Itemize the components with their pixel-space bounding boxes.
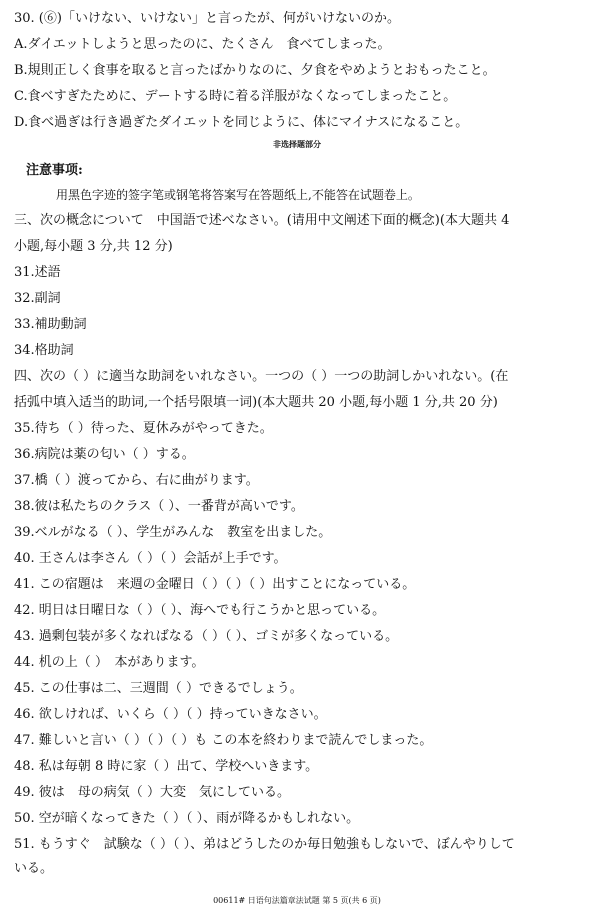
part4-item-37: 37.橋（ ）渡ってから、右に曲がります。: [14, 473, 259, 488]
part4-item-41: 41. この宿題は 来週の金曜日（ ）（ ）（ ）出すことになっている。: [14, 577, 416, 592]
q30-option-b: B.規則正しく食事を取ると言ったばかりなのに、夕食をやめようとおもったこと。: [14, 63, 496, 78]
part3-instruction-line2: 小题,每小题 3 分,共 12 分): [14, 239, 173, 254]
part4-item-39: 39.ベルがなる（ ）、学生がみんな 教室を出ました。: [14, 525, 332, 540]
part4-item-35: 35.待ち（ ）待った、夏休みがやってきた。: [14, 421, 273, 436]
part4-item-43: 43. 過剰包装が多くなればなる（ ）（ ）、ゴミが多くなっている。: [14, 629, 399, 644]
notice-title: 注意事项:: [26, 163, 83, 178]
part4-item-47: 47. 難しいと言い（ ）（ ）（ ）も この本を終わりまで読んでしまった。: [14, 733, 433, 748]
q30-option-d: D.食べ過ぎは行き過ぎたダイエットを同じように、体にマイナスになること。: [14, 115, 469, 130]
part4-item-49: 49. 彼は 母の病気（ ）大変 気にしている。: [14, 785, 290, 800]
part4-item-42: 42. 明日は日曜日な（ ）（ ）、海へでも行こうかと思っている。: [14, 603, 386, 618]
part3-item-33: 33.補助動詞: [14, 317, 87, 332]
part4-instruction-line1: 四、次の（ ）に適当な助詞をいれなさい。一つの（ ）一つの助詞しかいれない。(在: [14, 369, 509, 384]
notice-text: 用黑色字迹的签字笔或钢笔将答案写在答题纸上,不能答在试题卷上。: [56, 188, 420, 202]
q30-stem: 30. (⑥)「いけない、いけない」と言ったが、何がいけないのか。: [14, 11, 400, 26]
part4-item-36: 36.病院は薬の匂い（ ）する。: [14, 447, 195, 462]
part4-item-51: 51. もうすぐ 試験な（ ）（ ）、弟はどうしたのか毎日勉強もしないで、ぼんやりして: [14, 837, 515, 852]
part4-item-40: 40. 王さんは李さん（ ）（ ）会話が上手です。: [14, 551, 287, 566]
part3-item-34: 34.格助詞: [14, 343, 74, 358]
q30-option-c: C.食べすぎたために、デートする時に着る洋服がなくなってしまったこと。: [14, 89, 457, 104]
page-footer: 00611# 日语句法篇章法试题 第 5 页(共 6 页): [213, 896, 381, 905]
part4-item-38: 38.彼は私たちのクラス（ ）、一番背が高いです。: [14, 499, 304, 514]
part4-item-48: 48. 私は毎朝 8 時に家（ ）出て、学校へいきます。: [14, 759, 319, 774]
part4-item-46: 46. 欲しければ、いくら（ ）（ ）持っていきなさい。: [14, 707, 327, 722]
part4-item-45: 45. この仕事は二、三週間（ ）できるでしょう。: [14, 681, 303, 696]
part3-instruction-line1: 三、次の概念について 中国語で述べなさい。(请用中文阐述下面的概念)(本大题共 4: [14, 213, 510, 228]
part4-item-51-continued: いる。: [14, 861, 54, 876]
q30-option-a: A.ダイエットしようと思ったのに、たくさん 食べてしまった。: [14, 37, 391, 52]
part4-item-50: 50. 空が暗くなってきた（ ）（ ）、雨が降るかもしれない。: [14, 811, 360, 826]
part3-item-32: 32.副詞: [14, 291, 61, 306]
section-title: 非选择题部分: [273, 140, 321, 149]
part3-item-31: 31.述語: [14, 265, 61, 280]
part4-instruction-line2: 括弧中填入适当的助词,一个括号限填一词)(本大题共 20 小题,每小题 1 分,共 20 分): [14, 395, 498, 410]
part4-item-44: 44. 机の上（ ） 本があります。: [14, 655, 205, 670]
